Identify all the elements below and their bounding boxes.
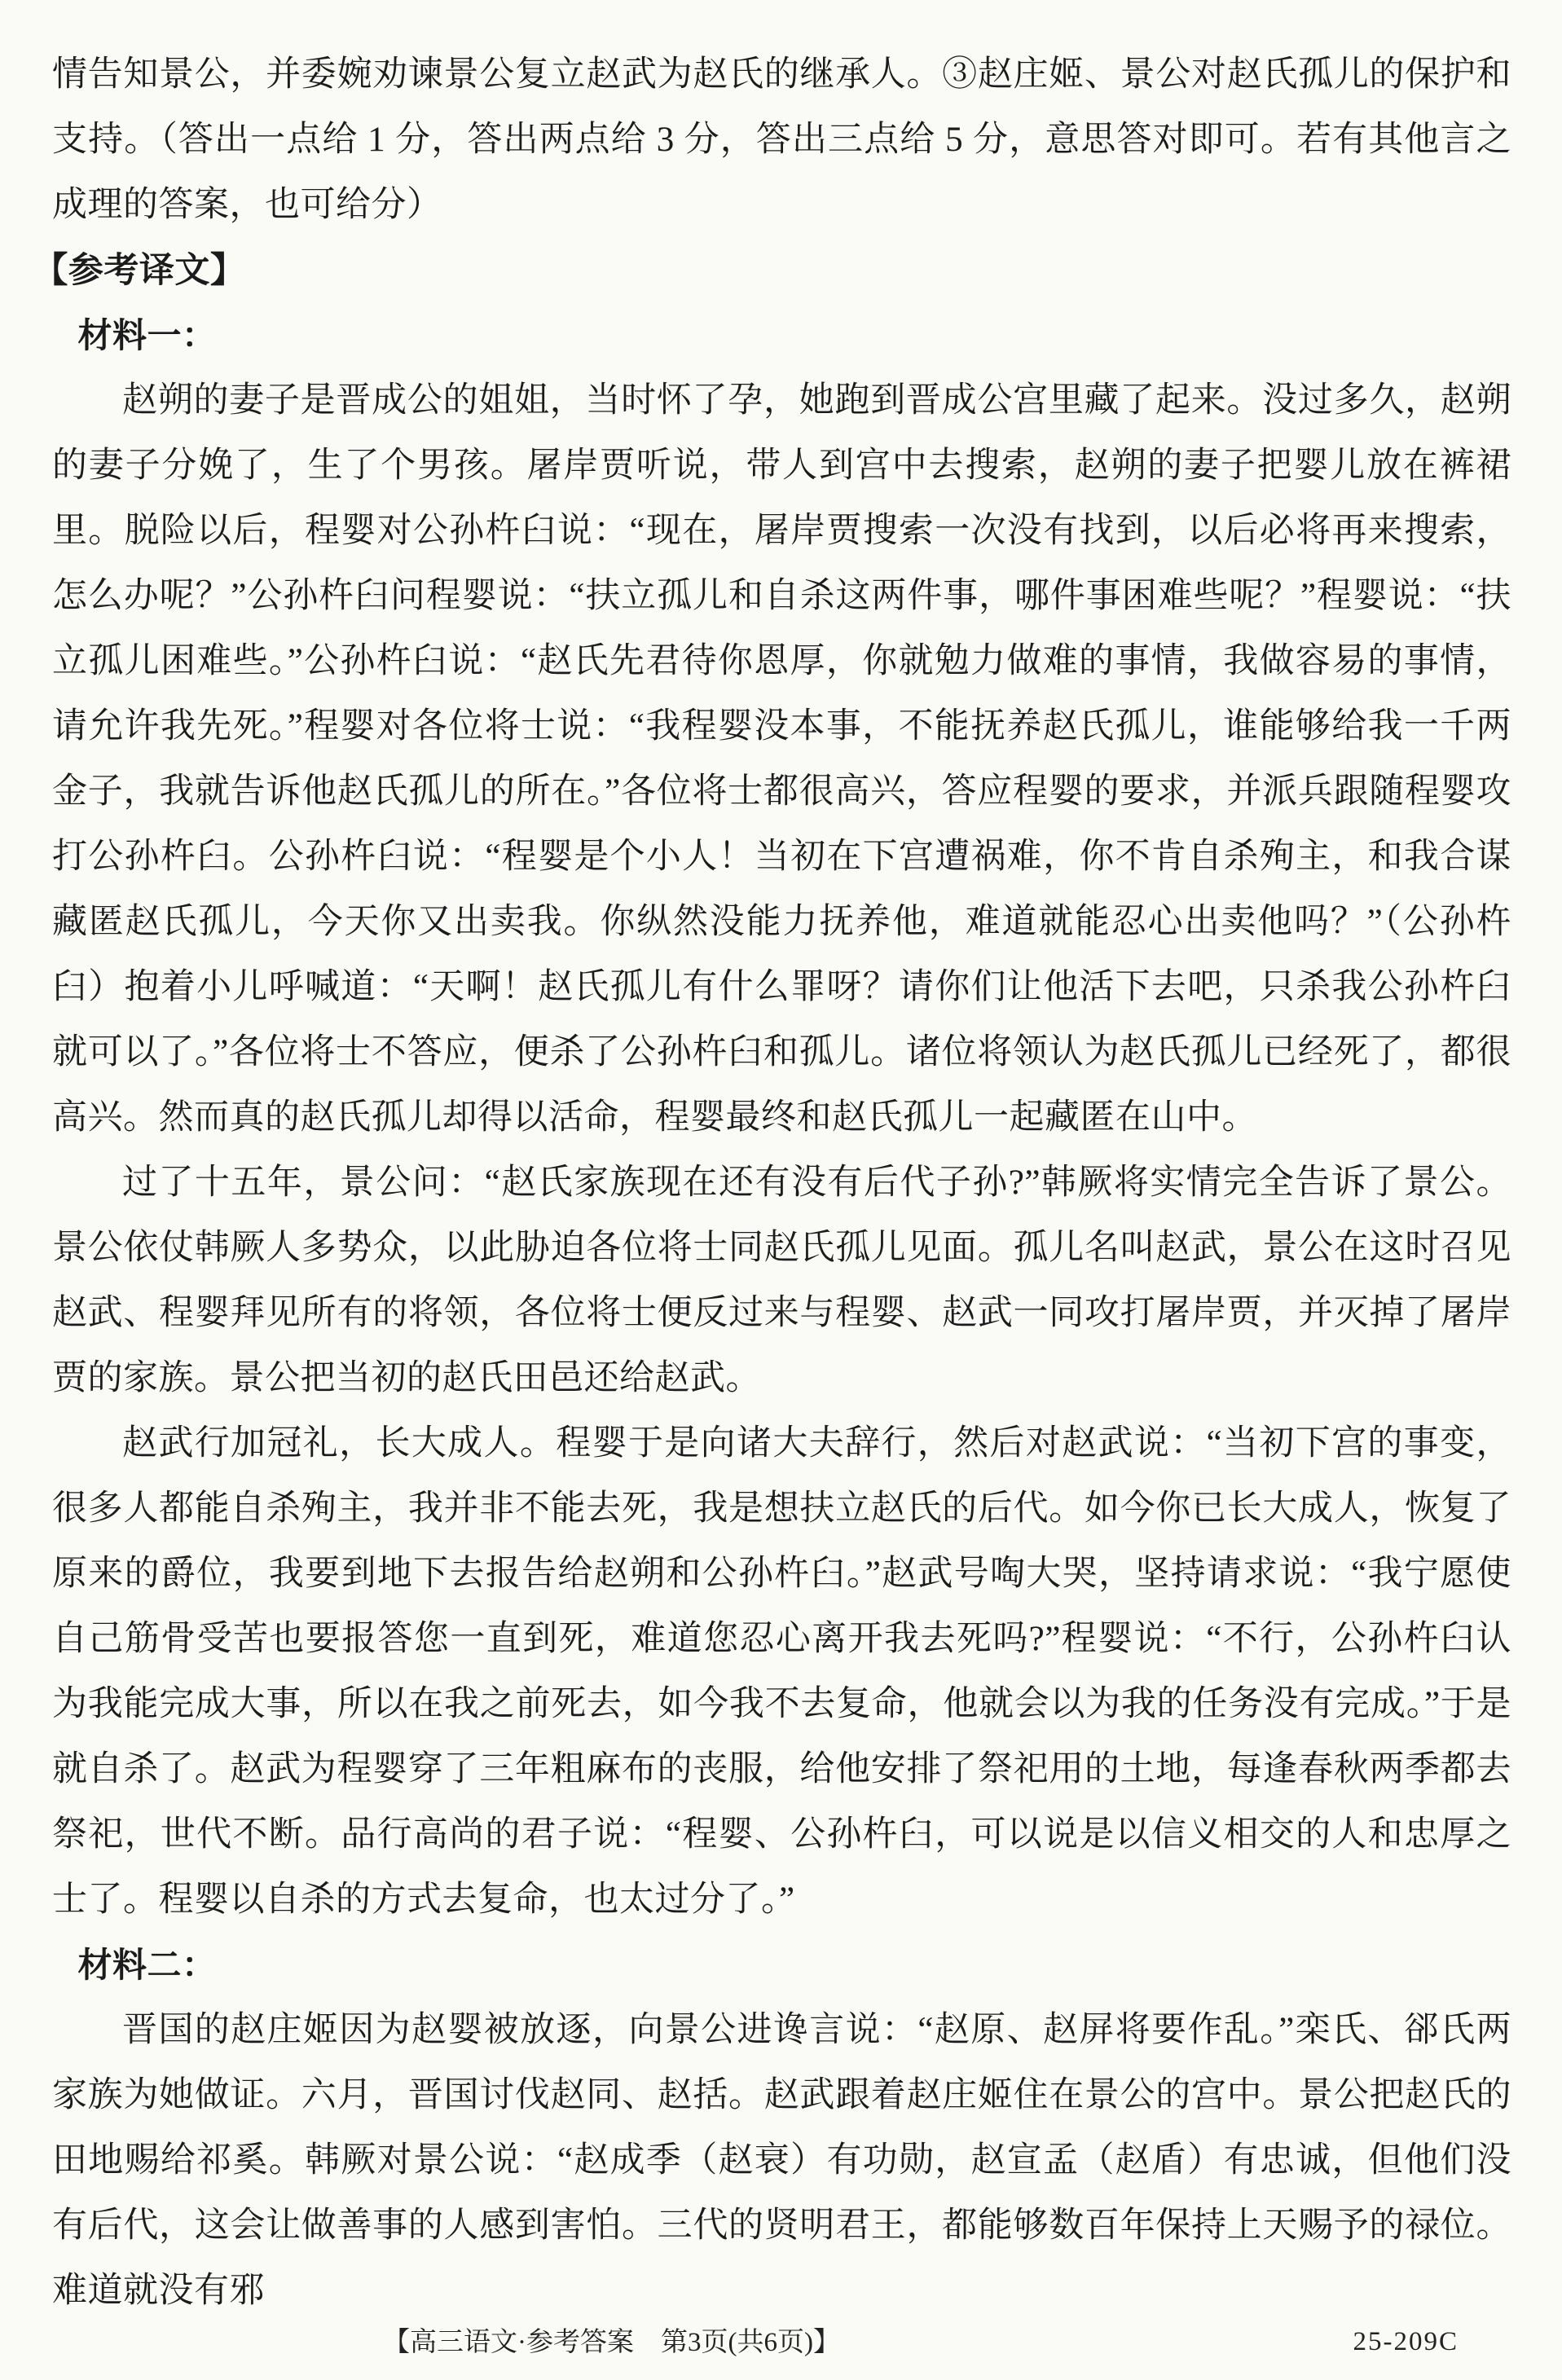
answer-points-paragraph: 情告知景公，并委婉劝谏景公复立赵武为赵氏的继承人。③赵庄姬、景公对赵氏孤儿的保护和支持。（答出一点给 1 分，答出两点给 3 分，答出三点给 5 分，意思答对即可。若有其他言之成理的答案，也可给分） xyxy=(52,55,1511,224)
translation-paragraph-3: 赵武行加冠礼，长大成人。程婴于是向诸大夫辞行，然后对赵武说：“当初下宫的事变，很多人都能自杀殉主，我并非不能去死，我是想扶立赵氏的后代。如今你已长大成人，恢复了原来的爵位，我要到地下去报告给赵朔和公孙杵臼。”赵武号啕大哭，坚持请求说：“我宁愿使自己筋骨受苦也要报答您一直到死，难道您忍心离开我去死吗?”程婴说：“不行，公孙杵臼认为我能完成大事，所以在我之前死去，如今我不去复命，他就会以为我的任务没有完成。”于是就自杀了。赵武为程婴穿了三年粗麻布的丧服，给他安排了祭祀用的土地，每逢春秋两季都去祭祀，世代不断。品行高尚的君子说：“程婴、公孙杵臼，可以说是以信义相交的人和忠厚之士了。程婴以自杀的方式去复命，也太过分了。” xyxy=(52,1424,1511,1919)
page-content xyxy=(33,42,1511,2324)
footer-paper-code: 25-209C xyxy=(1353,2327,1459,2356)
translation-title: 【参考译文】 xyxy=(33,251,246,290)
translation-paragraph-2: 过了十五年，景公问：“赵氏家族现在还有没有后代子孙?”韩厥将实情完全告诉了景公。景公依仗韩厥人多势众，以此胁迫各位将士同赵氏孤儿见面。孤儿名叫赵武，景公在这时召见赵武、程婴拜见所有的将领，各位将士便反过来与程婴、赵武一同攻打屠岸贾，并灭掉了屠岸贾的家族。景公把当初的赵氏田邑还给赵武。 xyxy=(52,1164,1511,1397)
translation-paragraph-1: 赵朔的妻子是晋成公的姐姐，当时怀了孕，她跑到晋成公宫里藏了起来。没过多久，赵朔的妻子分娩了，生了个男孩。屠岸贾听说，带人到宫中去搜索，赵朔的妻子把婴儿放在裤裙里。脱险以后，程婴对公孙杵臼说：“现在，屠岸贾搜索一次没有找到，以后必将再来搜索，怎么办呢？”公孙杵臼问程婴说：“扶立孤儿和自杀这两件事，哪件事困难些呢？”程婴说：“扶立孤儿困难些。”公孙杵臼说：“赵氏先君待你恩厚，你就勉力做难的事情，我做容易的事情，请允许我先死。”程婴对各位将士说：“我程婴没本事，不能抚养赵氏孤儿，谁能够给我一千两金子，我就告诉他赵氏孤儿的所在。”各位将士都很高兴，答应程婴的要求，并派兵跟随程婴攻打公孙杵臼。公孙杵臼说：“程婴是个小人！当初在下宫遭祸难，你不肯自杀殉主，和我合谋藏匿赵氏孤儿，今天你又出卖我。你纵然没能力抚养他，难道就能忍心出卖他吗？”（公孙杵臼）抱着小儿呼喊道：“天啊！赵氏孤儿有什么罪呀？请你们让他活下去吧，只杀我公孙杵臼就可以了。”各位将士不答应，便杀了公孙杵臼和孤儿。诸位将领认为赵氏孤儿已经死了，都很高兴。然而真的赵氏孤儿却得以活命，程婴最终和赵氏孤儿一起藏匿在山中。 xyxy=(52,381,1511,1137)
translation-paragraph-4: 晋国的赵庄姬因为赵婴被放逐，向景公进谗言说：“赵原、赵屏将要作乱。”栾氏、郤氏两家族为她做证。六月，晋国讨伐赵同、赵括。赵武跟着赵庄姬住在景公的宫中。景公把赵氏的田地赐给祁奚。韩厥对景公说：“赵成季（赵衰）有功勋，赵宣孟（赵盾）有忠诚，但他们没有后代，这会让做善事的人感到害怕。三代的贤明君王，都能够数百年保持上天赐予的禄位。难道就没有邪 xyxy=(52,2011,1511,2310)
material-two-label: 材料二： xyxy=(77,1946,217,1984)
material-one-label: 材料一： xyxy=(77,316,217,354)
footer-page-label: 【高三语文·参考答案 第3页(共6页)】 xyxy=(383,2328,840,2357)
page-footer xyxy=(0,2320,1562,2359)
